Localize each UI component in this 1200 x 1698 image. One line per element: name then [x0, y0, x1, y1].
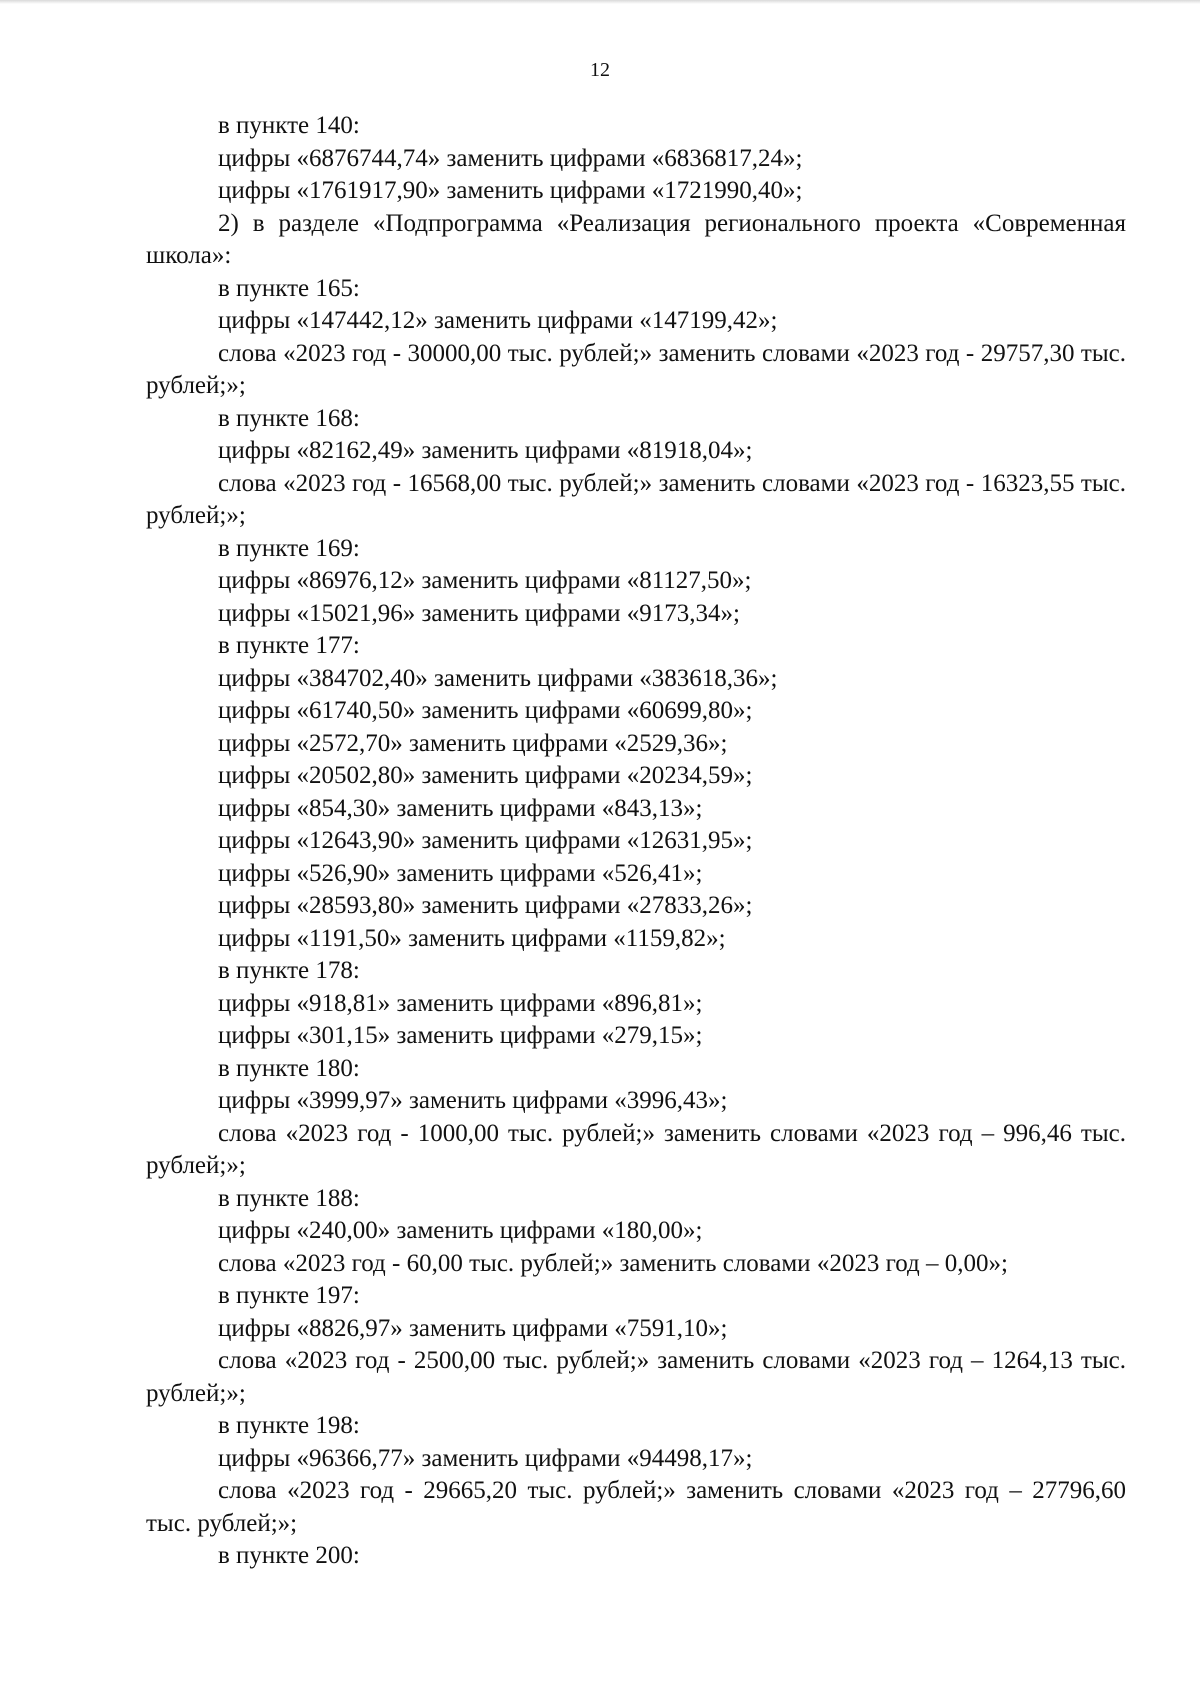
paragraph-replace-digits: цифры «15021,96» заменить цифрами «9173,34»;: [218, 599, 740, 627]
scan-edge-artifact: [0, 0, 1200, 4]
paragraph-replace-words: слова «2023 год - 60,00 тыс. рублей;» заменить словами «2023 год – 0,00»;: [218, 1249, 1008, 1277]
paragraph-item-180: в пункте 180:: [218, 1054, 360, 1082]
paragraph-replace-digits: цифры «61740,50» заменить цифрами «60699,80»;: [218, 697, 753, 724]
page-number: 12: [590, 59, 610, 81]
paragraph-replace-digits: цифры «147442,12» заменить цифрами «147199,42»;: [218, 307, 778, 334]
paragraph-replace-digits: цифры «86976,12» заменить цифрами «81127,50»;: [218, 567, 752, 594]
paragraph-replace-words: слова «2023 год - 30000,00 тыс. рублей;» заменить словами «2023 год - 29757,30 тыс. рублей;»;: [146, 339, 1126, 399]
paragraph-item-188: в пункте 188:: [218, 1184, 360, 1212]
paragraph-item-168: в пункте 168:: [218, 404, 360, 432]
paragraph-replace-digits: цифры «20502,80» заменить цифрами «20234,59»;: [218, 762, 753, 789]
paragraph-replace-digits: цифры «6876744,74» заменить цифрами «6836817,24»;: [218, 144, 803, 172]
paragraph-item-178: в пункте 178:: [218, 957, 360, 984]
paragraph-replace-digits: цифры «12643,90» заменить цифрами «12631,95»;: [218, 827, 753, 854]
paragraph-replace-digits: цифры «3999,97» заменить цифрами «3996,43»;: [218, 1087, 728, 1114]
paragraph-replace-digits: цифры «526,90» заменить цифрами «526,41»;: [218, 859, 703, 887]
paragraph-replace-digits: цифры «384702,40» заменить цифрами «383618,36»;: [218, 664, 778, 692]
paragraph-replace-digits: цифры «301,15» заменить цифрами «279,15»;: [218, 1022, 703, 1049]
paragraph-replace-digits: цифры «8826,97» заменить цифрами «7591,10»;: [218, 1314, 728, 1342]
paragraph-replace-digits: цифры «854,30» заменить цифрами «843,13»;: [218, 794, 703, 822]
paragraph-replace-digits: цифры «1761917,90» заменить цифрами «1721990,40»;: [218, 177, 803, 204]
paragraph-replace-digits: цифры «2572,70» заменить цифрами «2529,36»;: [218, 729, 728, 757]
paragraph-replace-digits: цифры «82162,49» заменить цифрами «81918,04»;: [218, 437, 753, 464]
paragraph-item-200: в пункте 200:: [218, 1542, 360, 1569]
paragraph-replace-digits: цифры «1191,50» заменить цифрами «1159,82»;: [218, 924, 726, 952]
paragraph-replace-digits: цифры «96366,77» заменить цифрами «94498,17»;: [218, 1444, 753, 1472]
paragraph-item-177: в пункте 177:: [218, 632, 360, 659]
paragraph-replace-words: слова «2023 год - 16568,00 тыс. рублей;» заменить словами «2023 год - 16323,55 тыс. рублей;»;: [146, 469, 1126, 529]
paragraph-replace-words: слова «2023 год - 1000,00 тыс. рублей;» заменить словами «2023 год – 996,46 тыс. рублей;»;: [146, 1119, 1126, 1179]
paragraph-replace-digits: цифры «28593,80» заменить цифрами «27833,26»;: [218, 892, 753, 919]
paragraph-item-197: в пункте 197:: [218, 1282, 360, 1309]
paragraph-item-198: в пункте 198:: [218, 1412, 360, 1439]
paragraph-item-165: в пункте 165:: [218, 274, 360, 302]
paragraph-replace-digits: цифры «918,81» заменить цифрами «896,81»;: [218, 989, 703, 1017]
paragraph-section-heading: 2) в разделе «Подпрограмма «Реализация регионального проекта «Современная школа»:: [146, 209, 1126, 269]
paragraph-replace-words: слова «2023 год - 2500,00 тыс. рублей;» заменить словами «2023 год – 1264,13 тыс. рублей;»;: [146, 1347, 1126, 1407]
paragraph-replace-digits: цифры «240,00» заменить цифрами «180,00»;: [218, 1217, 703, 1244]
paragraph-item-140: в пункте 140:: [218, 112, 360, 139]
paragraph-item-169: в пункте 169:: [218, 534, 360, 562]
paragraph-replace-words: слова «2023 год - 29665,20 тыс. рублей;» заменить словами «2023 год – 27796,60 тыс. рублей;»;: [146, 1477, 1126, 1537]
document-body: [146, 110, 1126, 1573]
